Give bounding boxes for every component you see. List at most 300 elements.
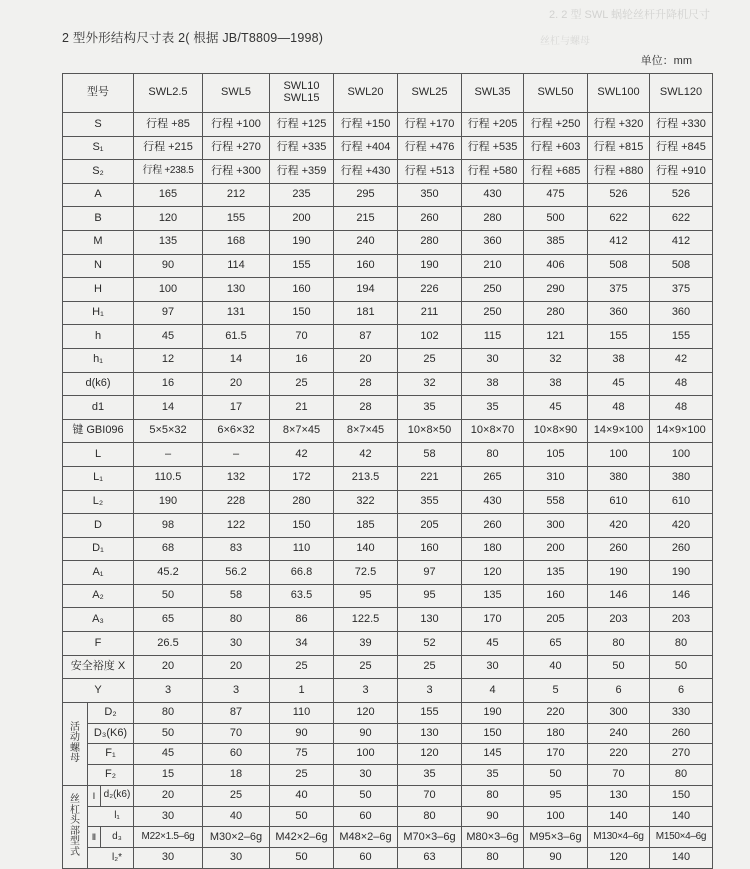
table-row [63, 679, 713, 703]
table-cell: 行程 +270 [203, 136, 270, 160]
table-cell: 行程 +685 [524, 160, 588, 184]
table-cell: 3 [203, 679, 270, 703]
table-row [63, 702, 713, 723]
table-cell: 120 [134, 207, 203, 231]
table-cell: 58 [203, 584, 270, 608]
table-row [63, 827, 713, 848]
table-cell: 72.5 [334, 561, 398, 585]
table-cell: 48 [650, 372, 713, 396]
table-cell: 170 [462, 608, 524, 632]
table-cell: 140 [334, 537, 398, 561]
table-cell: M22×1.5–6g [134, 827, 203, 848]
table-cell: 80 [650, 764, 713, 785]
table-cell: 115 [462, 325, 524, 349]
row-label: A [63, 183, 134, 207]
table-cell: 26.5 [134, 632, 203, 656]
table-cell: 75 [270, 744, 334, 765]
table-cell: 200 [524, 537, 588, 561]
row-label: S₂ [63, 160, 134, 184]
table-cell: 行程 +320 [588, 113, 650, 137]
row-label: F [63, 632, 134, 656]
table-cell: 130 [398, 608, 462, 632]
table-cell: 行程 +330 [650, 113, 713, 137]
table-cell: 6 [588, 679, 650, 703]
table-cell: 558 [524, 490, 588, 514]
table-cell: 155 [650, 325, 713, 349]
table-cell: 622 [650, 207, 713, 231]
table-cell: 322 [334, 490, 398, 514]
table-cell: 300 [588, 702, 650, 723]
table-cell: 63 [398, 848, 462, 869]
table-cell: 95 [334, 584, 398, 608]
table-row [63, 396, 713, 420]
table-cell: 95 [398, 584, 462, 608]
table-cell: 132 [203, 466, 270, 490]
table-cell: 140 [650, 848, 713, 869]
table-cell: 8×7×45 [334, 419, 398, 443]
bleed-through-subheader: 丝杠与螺母 [540, 36, 590, 47]
table-cell: 行程 +100 [203, 113, 270, 137]
table-cell: M150×4–6g [650, 827, 713, 848]
table-cell: 38 [462, 372, 524, 396]
table-cell: 50 [334, 785, 398, 806]
table-cell: 80 [650, 632, 713, 656]
table-cell: 3 [334, 679, 398, 703]
table-cell: 行程 +476 [398, 136, 462, 160]
table-cell: 20 [203, 372, 270, 396]
table-cell: 80 [462, 785, 524, 806]
table-cell: 110 [270, 702, 334, 723]
table-cell: 50 [270, 848, 334, 869]
table-cell: 80 [398, 806, 462, 827]
table-row [63, 514, 713, 538]
row-label: d(k6) [63, 372, 134, 396]
row-label: A₃ [63, 608, 134, 632]
table-cell: 30 [134, 848, 203, 869]
table-cell: 100 [524, 806, 588, 827]
table-row [63, 207, 713, 231]
table-cell: 行程 +430 [334, 160, 398, 184]
header-model: SWL50 [524, 74, 588, 113]
table-cell: 190 [650, 561, 713, 585]
table-cell: 100 [134, 278, 203, 302]
table-cell: 228 [203, 490, 270, 514]
table-cell: 170 [524, 744, 588, 765]
table-row [63, 744, 713, 765]
table-cell: 412 [588, 230, 650, 254]
table-cell: 行程 +125 [270, 113, 334, 137]
table-cell: 50 [524, 764, 588, 785]
table-cell: 203 [588, 608, 650, 632]
table-cell: 430 [462, 183, 524, 207]
table-row [63, 723, 713, 744]
table-cell: 25 [270, 764, 334, 785]
row-label: N [63, 254, 134, 278]
row-label: l₂* [88, 848, 134, 869]
row-label: H [63, 278, 134, 302]
table-cell: 260 [650, 723, 713, 744]
table-cell: 205 [524, 608, 588, 632]
header-model: SWL100 [588, 74, 650, 113]
table-cell: 63.5 [270, 584, 334, 608]
table-cell: 190 [134, 490, 203, 514]
table-cell: 240 [334, 230, 398, 254]
row-label: A₂ [63, 584, 134, 608]
table-cell: 10×8×90 [524, 419, 588, 443]
table-cell: 270 [650, 744, 713, 765]
table-cell: 190 [462, 702, 524, 723]
table-cell: 20 [134, 655, 203, 679]
table-cell: 430 [462, 490, 524, 514]
header-model: SWL20 [334, 74, 398, 113]
table-cell: 350 [398, 183, 462, 207]
table-cell: 131 [203, 301, 270, 325]
table-cell: 14×9×100 [650, 419, 713, 443]
table-cell: 17 [203, 396, 270, 420]
table-row [63, 466, 713, 490]
table-cell: 30 [462, 655, 524, 679]
table-cell: 87 [203, 702, 270, 723]
table-cell: M30×2–6g [203, 827, 270, 848]
table-cell: 65 [134, 608, 203, 632]
table-cell: 45 [134, 325, 203, 349]
table-cell: 16 [270, 348, 334, 372]
row-label: d1 [63, 396, 134, 420]
table-cell: 215 [334, 207, 398, 231]
table-cell: 526 [650, 183, 713, 207]
table-cell: 30 [334, 764, 398, 785]
table-cell: 190 [398, 254, 462, 278]
row-label: 键 GBI096 [63, 419, 134, 443]
type-i-label: Ⅰ [88, 786, 101, 806]
table-cell: 87 [334, 325, 398, 349]
table-cell: 180 [462, 537, 524, 561]
table-cell: 50 [588, 655, 650, 679]
table-cell: 70 [203, 723, 270, 744]
row-label: D₃(K6) [88, 723, 134, 744]
table-cell: 3 [134, 679, 203, 703]
table-cell: 80 [462, 848, 524, 869]
table-cell: 610 [588, 490, 650, 514]
table-cell: 6×6×32 [203, 419, 270, 443]
table-cell: 150 [650, 785, 713, 806]
table-cell: 181 [334, 301, 398, 325]
table-cell: 行程 +845 [650, 136, 713, 160]
row-label: L [63, 443, 134, 467]
table-cell: 100 [334, 744, 398, 765]
table-cell: 185 [334, 514, 398, 538]
table-cell: 150 [270, 301, 334, 325]
table-cell: 行程 +513 [398, 160, 462, 184]
table-cell: 360 [462, 230, 524, 254]
row-label: l₁ [88, 806, 134, 827]
table-cell: 226 [398, 278, 462, 302]
table-cell: 15 [134, 764, 203, 785]
table-cell: 135 [524, 561, 588, 585]
row-label: D₁ [63, 537, 134, 561]
row-label: h [63, 325, 134, 349]
table-cell: 80 [462, 443, 524, 467]
table-cell: 40 [203, 806, 270, 827]
table-cell: 40 [524, 655, 588, 679]
table-cell: 260 [462, 514, 524, 538]
table-cell: 6 [650, 679, 713, 703]
table-cell: 180 [524, 723, 588, 744]
table-cell: 32 [524, 348, 588, 372]
row-label: Y [63, 679, 134, 703]
table-cell: 130 [588, 785, 650, 806]
table-cell: 56.2 [203, 561, 270, 585]
table-cell: 行程 +205 [462, 113, 524, 137]
table-cell: 260 [588, 537, 650, 561]
table-cell: 355 [398, 490, 462, 514]
table-cell: 135 [134, 230, 203, 254]
table-cell: 42 [334, 443, 398, 467]
table-cell: 5 [524, 679, 588, 703]
table-cell: 80 [588, 632, 650, 656]
row-label: M [63, 230, 134, 254]
table-cell: 190 [588, 561, 650, 585]
table-cell: 310 [524, 466, 588, 490]
table-cell: 200 [270, 207, 334, 231]
header-model: SWL120 [650, 74, 713, 113]
table-cell: 65 [524, 632, 588, 656]
table-cell: 25 [398, 655, 462, 679]
table-cell: 行程 +404 [334, 136, 398, 160]
unit-label: 单位：mm [640, 55, 692, 67]
table-cell: 30 [203, 632, 270, 656]
table-row [63, 113, 713, 137]
table-cell: 260 [398, 207, 462, 231]
table-cell: 250 [462, 278, 524, 302]
table-cell: 12 [134, 348, 203, 372]
table-cell: 194 [334, 278, 398, 302]
table-row [63, 183, 713, 207]
table-cell: 121 [524, 325, 588, 349]
table-cell: 90 [524, 848, 588, 869]
table-cell: 行程 +215 [134, 136, 203, 160]
table-cell: 100 [588, 443, 650, 467]
table-cell: 508 [650, 254, 713, 278]
row-label: L₂ [63, 490, 134, 514]
table-row [63, 348, 713, 372]
table-cell: 45 [524, 396, 588, 420]
table-cell: 213.5 [334, 466, 398, 490]
table-cell: 34 [270, 632, 334, 656]
table-row [63, 806, 713, 827]
table-cell: 250 [462, 301, 524, 325]
table-cell: 102 [398, 325, 462, 349]
table-cell: 52 [398, 632, 462, 656]
table-cell: M70×3–6g [398, 827, 462, 848]
type-ii-label: Ⅱ [88, 827, 101, 847]
table-cell: 38 [588, 348, 650, 372]
table-cell: 122 [203, 514, 270, 538]
table-row [63, 254, 713, 278]
table-cell: 212 [203, 183, 270, 207]
table-cell: 16 [134, 372, 203, 396]
table-cell: 155 [203, 207, 270, 231]
table-cell: 155 [270, 254, 334, 278]
table-cell: 35 [398, 396, 462, 420]
table-cell: 20 [134, 785, 203, 806]
table-cell: 70 [398, 785, 462, 806]
table-row [63, 278, 713, 302]
table-cell: 28 [334, 396, 398, 420]
row-label: S₁ [63, 136, 134, 160]
table-cell: 260 [650, 537, 713, 561]
table-row [63, 632, 713, 656]
row-label: B [63, 207, 134, 231]
header-model: SWL10 SWL15 [270, 74, 334, 113]
table-cell: M95×3–6g [524, 827, 588, 848]
table-cell: 25 [270, 372, 334, 396]
table-cell: 行程 +300 [203, 160, 270, 184]
table-cell: 40 [270, 785, 334, 806]
table-cell: 90 [134, 254, 203, 278]
table-cell: 83 [203, 537, 270, 561]
table-row [63, 419, 713, 443]
table-cell: 行程 +910 [650, 160, 713, 184]
table-cell: 60 [203, 744, 270, 765]
table-cell: 32 [398, 372, 462, 396]
table-cell: 165 [134, 183, 203, 207]
table-cell: 行程 +359 [270, 160, 334, 184]
table-cell: 508 [588, 254, 650, 278]
table-cell: 35 [462, 396, 524, 420]
table-cell: 95 [524, 785, 588, 806]
table-cell: 120 [334, 702, 398, 723]
table-cell: 168 [203, 230, 270, 254]
table-cell: 8×7×45 [270, 419, 334, 443]
table-cell: 280 [270, 490, 334, 514]
table-cell: 39 [334, 632, 398, 656]
table-cell: 140 [650, 806, 713, 827]
table-cell: 290 [524, 278, 588, 302]
table-cell: 135 [462, 584, 524, 608]
table-cell: 280 [462, 207, 524, 231]
table-cell: 221 [398, 466, 462, 490]
table-cell: M80×3–6g [462, 827, 524, 848]
row-label: A₁ [63, 561, 134, 585]
table-cell: 4 [462, 679, 524, 703]
table-cell: 295 [334, 183, 398, 207]
table-cell: M42×2–6g [270, 827, 334, 848]
table-cell: 98 [134, 514, 203, 538]
table-cell: 50 [270, 806, 334, 827]
table-cell: 160 [398, 537, 462, 561]
table-cell: 61.5 [203, 325, 270, 349]
bleed-through-header: 2. 2 型 SWL 蜗轮丝杆升降机尺寸 [549, 9, 710, 21]
row-label: H₁ [63, 301, 134, 325]
header-model: SWL2.5 [134, 74, 203, 113]
row-label: F₁ [88, 744, 134, 765]
table-cell: 行程 +580 [462, 160, 524, 184]
table-cell: 21 [270, 396, 334, 420]
page-title: 2 型外形结构尺寸表 2( 根据 JB/T8809—1998) [62, 31, 324, 45]
table-cell: 45 [588, 372, 650, 396]
table-cell: 160 [524, 584, 588, 608]
table-cell: 220 [588, 744, 650, 765]
table-cell: 66.8 [270, 561, 334, 585]
table-cell: 48 [588, 396, 650, 420]
table-cell: 150 [270, 514, 334, 538]
table-cell: 155 [398, 702, 462, 723]
table-cell: 90 [270, 723, 334, 744]
table-cell: 622 [588, 207, 650, 231]
row-label: D [63, 514, 134, 538]
table-cell: 5×5×32 [134, 419, 203, 443]
table-cell: 160 [270, 278, 334, 302]
row-label: 安全裕度 X [63, 655, 134, 679]
table-cell: 28 [334, 372, 398, 396]
table-cell: 25 [398, 348, 462, 372]
table-cell: 235 [270, 183, 334, 207]
header-model: SWL5 [203, 74, 270, 113]
table-cell: 380 [650, 466, 713, 490]
table-cell: 70 [588, 764, 650, 785]
table-cell: 25 [334, 655, 398, 679]
table-cell: 35 [398, 764, 462, 785]
table-row [63, 584, 713, 608]
table-cell: 45 [462, 632, 524, 656]
table-cell: 86 [270, 608, 334, 632]
table-cell: 146 [650, 584, 713, 608]
table-cell: 203 [650, 608, 713, 632]
table-cell: 280 [524, 301, 588, 325]
header-row [63, 74, 713, 113]
row-label: D₂ [88, 702, 134, 723]
table-cell: 30 [134, 806, 203, 827]
row-label: Ⅱ d₃ [88, 827, 134, 848]
table-cell: 25 [270, 655, 334, 679]
table-cell: 30 [203, 848, 270, 869]
table-cell: 58 [398, 443, 462, 467]
table-cell: 526 [588, 183, 650, 207]
table-cell: 205 [398, 514, 462, 538]
table-cell: 35 [462, 764, 524, 785]
table-cell: 80 [134, 702, 203, 723]
table-row [63, 561, 713, 585]
table-row [63, 136, 713, 160]
table-cell: 375 [588, 278, 650, 302]
table-cell: 行程 +238.5 [134, 160, 203, 184]
table-cell: 68 [134, 537, 203, 561]
table-row [63, 608, 713, 632]
table-cell: 25 [203, 785, 270, 806]
table-cell: 18 [203, 764, 270, 785]
dimension-table [62, 73, 713, 869]
table-row [63, 785, 713, 806]
row-label: Ⅰ d₂(k6) [88, 785, 134, 806]
table-cell: 280 [398, 230, 462, 254]
table-cell: 42 [270, 443, 334, 467]
table-cell: 50 [134, 584, 203, 608]
table-cell: 60 [334, 806, 398, 827]
table-row [63, 301, 713, 325]
table-row [63, 490, 713, 514]
table-cell: – [134, 443, 203, 467]
table-cell: 行程 +85 [134, 113, 203, 137]
header-model: SWL35 [462, 74, 524, 113]
table-cell: 240 [588, 723, 650, 744]
group-label-nut: 活 动 螺 母 [63, 702, 88, 785]
table-row [63, 655, 713, 679]
table-cell: 130 [203, 278, 270, 302]
table-cell: 50 [134, 723, 203, 744]
table-cell: 412 [650, 230, 713, 254]
table-cell: 420 [650, 514, 713, 538]
